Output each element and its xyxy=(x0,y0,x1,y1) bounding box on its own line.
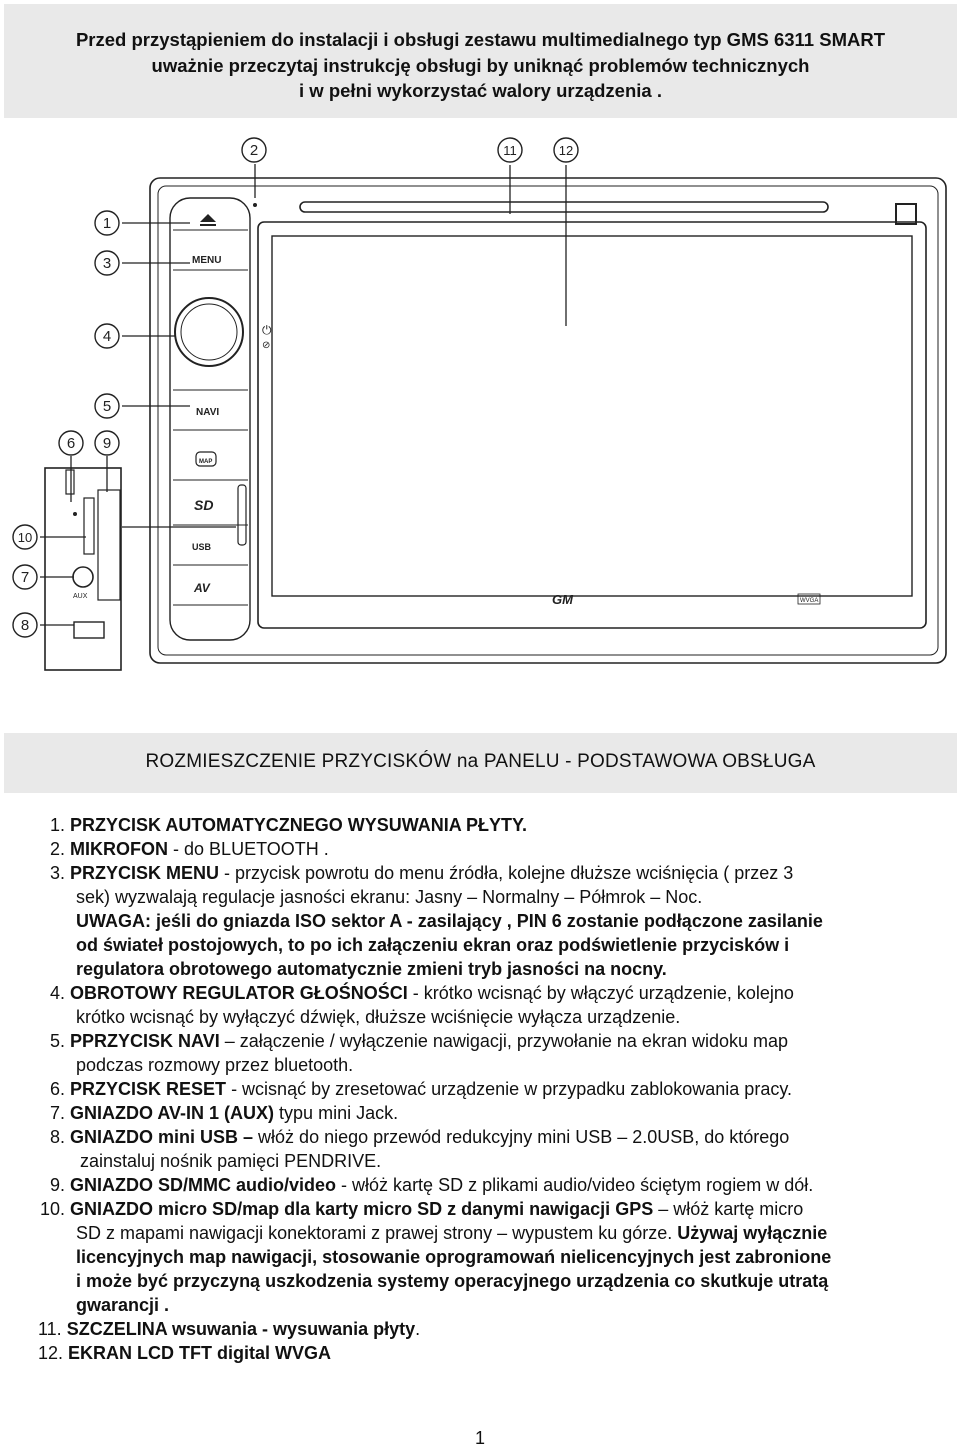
callout-5: 5 xyxy=(102,398,112,415)
brand-logo: GM xyxy=(552,592,573,607)
disc-slot xyxy=(300,202,828,212)
list-item: 6. PRZYCISK RESET - wcisnąć by zresetować urządzenie w przypadku zablokowania pracy. xyxy=(50,1079,792,1099)
intro-line-3: i w pełni wykorzystać walory urządzenia . xyxy=(299,80,662,101)
list-item-continuation: gwarancji . xyxy=(76,1295,170,1315)
navi-label: NAVI xyxy=(196,407,220,418)
callout-12: 12 xyxy=(558,143,574,158)
callout-8: 8 xyxy=(20,617,30,634)
lcd-screen xyxy=(272,236,912,596)
intro-line-1: Przed przystąpieniem do instalacji i obsługi zestawu multimedialnego typ GMS 6311 SMART xyxy=(75,29,886,50)
list-item: 8. GNIAZDO mini USB – włóż do niego przewód redukcyjny mini USB – 2.0USB, do którego xyxy=(50,1127,790,1147)
section-header-box xyxy=(4,733,957,793)
section-title: ROZMIESZCZENIE PRZYCISKÓW na PANELU - PODSTAWOWA OBSŁUGA xyxy=(145,751,816,772)
intro-box xyxy=(4,4,957,118)
lcd-screen-bezel xyxy=(258,222,926,628)
device-panel-diagram xyxy=(0,130,960,690)
list-item: 2. MIKROFON - do BLUETOOTH . xyxy=(50,839,329,859)
mute-icon: ⊘ xyxy=(262,340,271,351)
list-item: 4. OBROTOWY REGULATOR GŁOŚNOŚCI - krótko wcisnąć by włączyć urządzenie, kolejno xyxy=(50,983,794,1003)
microphone-dot xyxy=(253,203,257,207)
list-item-continuation: licencyjnych map nawigacji, stosowanie oprogramowań nielicencyjnych jest zabronione xyxy=(76,1247,832,1267)
aux-label: AUX xyxy=(73,593,88,600)
list-item-continuation: i może być przyczyną uszkodzenia systemy operacyjnego urządzenia co skutkuje utratą xyxy=(76,1271,829,1291)
device-inner-frame xyxy=(158,186,938,655)
warning-line: UWAGA: jeśli do gniazda ISO sektor A - zasilający , PIN 6 zostanie podłączone zasilanie xyxy=(76,911,823,931)
menu-label: MENU xyxy=(192,255,222,266)
callout-10: 10 xyxy=(17,530,33,545)
volume-knob xyxy=(175,298,243,366)
list-item-continuation: krótko wcisnąć by wyłączyć dźwięk, dłuższe wciśnięcie wyłącza urządzenie. xyxy=(76,1007,681,1027)
list-item-continuation: sek) wyzwalają regulacje jasności ekranu: Jasny – Normalny – Półmrok – Noc. xyxy=(76,887,703,907)
list-item: 1. PRZYCISK AUTOMATYCZNEGO WYSUWANIA PŁYTY. xyxy=(50,815,528,835)
callout-3: 3 xyxy=(102,255,112,272)
callout-11: 11 xyxy=(503,143,517,158)
callout-2: 2 xyxy=(249,142,259,159)
warning-line: regulatora obrotowego automatycznie zmieni tryb jasności na nocny. xyxy=(76,959,667,979)
usb-label: USB xyxy=(192,542,212,552)
side-port-panel xyxy=(45,468,121,670)
list-item: 11. SZCZELINA wsuwania - wysuwania płyty. xyxy=(38,1319,421,1339)
aux-jack xyxy=(73,567,93,587)
callout-1: 1 xyxy=(102,215,112,232)
sd-label: SD xyxy=(194,497,214,513)
list-item: 12. EKRAN LCD TFT digital WVGA xyxy=(38,1343,332,1363)
eject-icon xyxy=(200,214,216,222)
list-item: 5. PPRZYCISK NAVI – załączenie / wyłączenie nawigacji, przywołanie na ekran widoku map xyxy=(50,1031,789,1051)
power-icon: ⏻ xyxy=(262,323,272,337)
device-outer-frame xyxy=(150,178,946,663)
callout-4: 4 xyxy=(102,328,112,345)
callout-6: 6 xyxy=(66,435,76,452)
intro-line-2: uważnie przeczytaj instrukcję obsługi by uniknąć problemów technicznych xyxy=(151,55,810,76)
map-label: MAP xyxy=(199,459,213,465)
usb-port xyxy=(74,622,104,638)
callout-9: 9 xyxy=(102,435,112,452)
page-number: 1 xyxy=(474,1428,485,1448)
list-item-continuation: SD z mapami nawigacji konektorami z prawej strony – wypustem ku górze. Używaj wyłącznie xyxy=(76,1223,828,1243)
list-item: 3. PRZYCISK MENU - przycisk powrotu do menu źródła, kolejne dłuższe wciśnięcia ( przez 3 xyxy=(50,863,794,883)
list-item: 7. GNIAZDO AV-IN 1 (AUX) typu mini Jack. xyxy=(50,1103,399,1123)
list-item: 9. GNIAZDO SD/MMC audio/video - włóż kartę SD z plikami audio/video ściętym rogiem w dół. xyxy=(50,1175,814,1195)
reset-square xyxy=(896,204,916,224)
wvga-badge: WVGA xyxy=(800,598,819,604)
av-label: AV xyxy=(194,581,210,595)
list-item: 10. GNIAZDO micro SD/map dla karty micro SD z danymi nawigacji GPS – włóż kartę micro xyxy=(40,1199,804,1219)
warning-line: od świateł postojowych, to po ich załączeniu ekran oraz podświetlenie przycisków i xyxy=(76,935,790,955)
callout-7: 7 xyxy=(20,569,30,586)
list-item-continuation: podczas rozmowy przez bluetooth. xyxy=(76,1055,354,1075)
list-item-continuation: zainstaluj nośnik pamięci PENDRIVE. xyxy=(80,1151,382,1171)
